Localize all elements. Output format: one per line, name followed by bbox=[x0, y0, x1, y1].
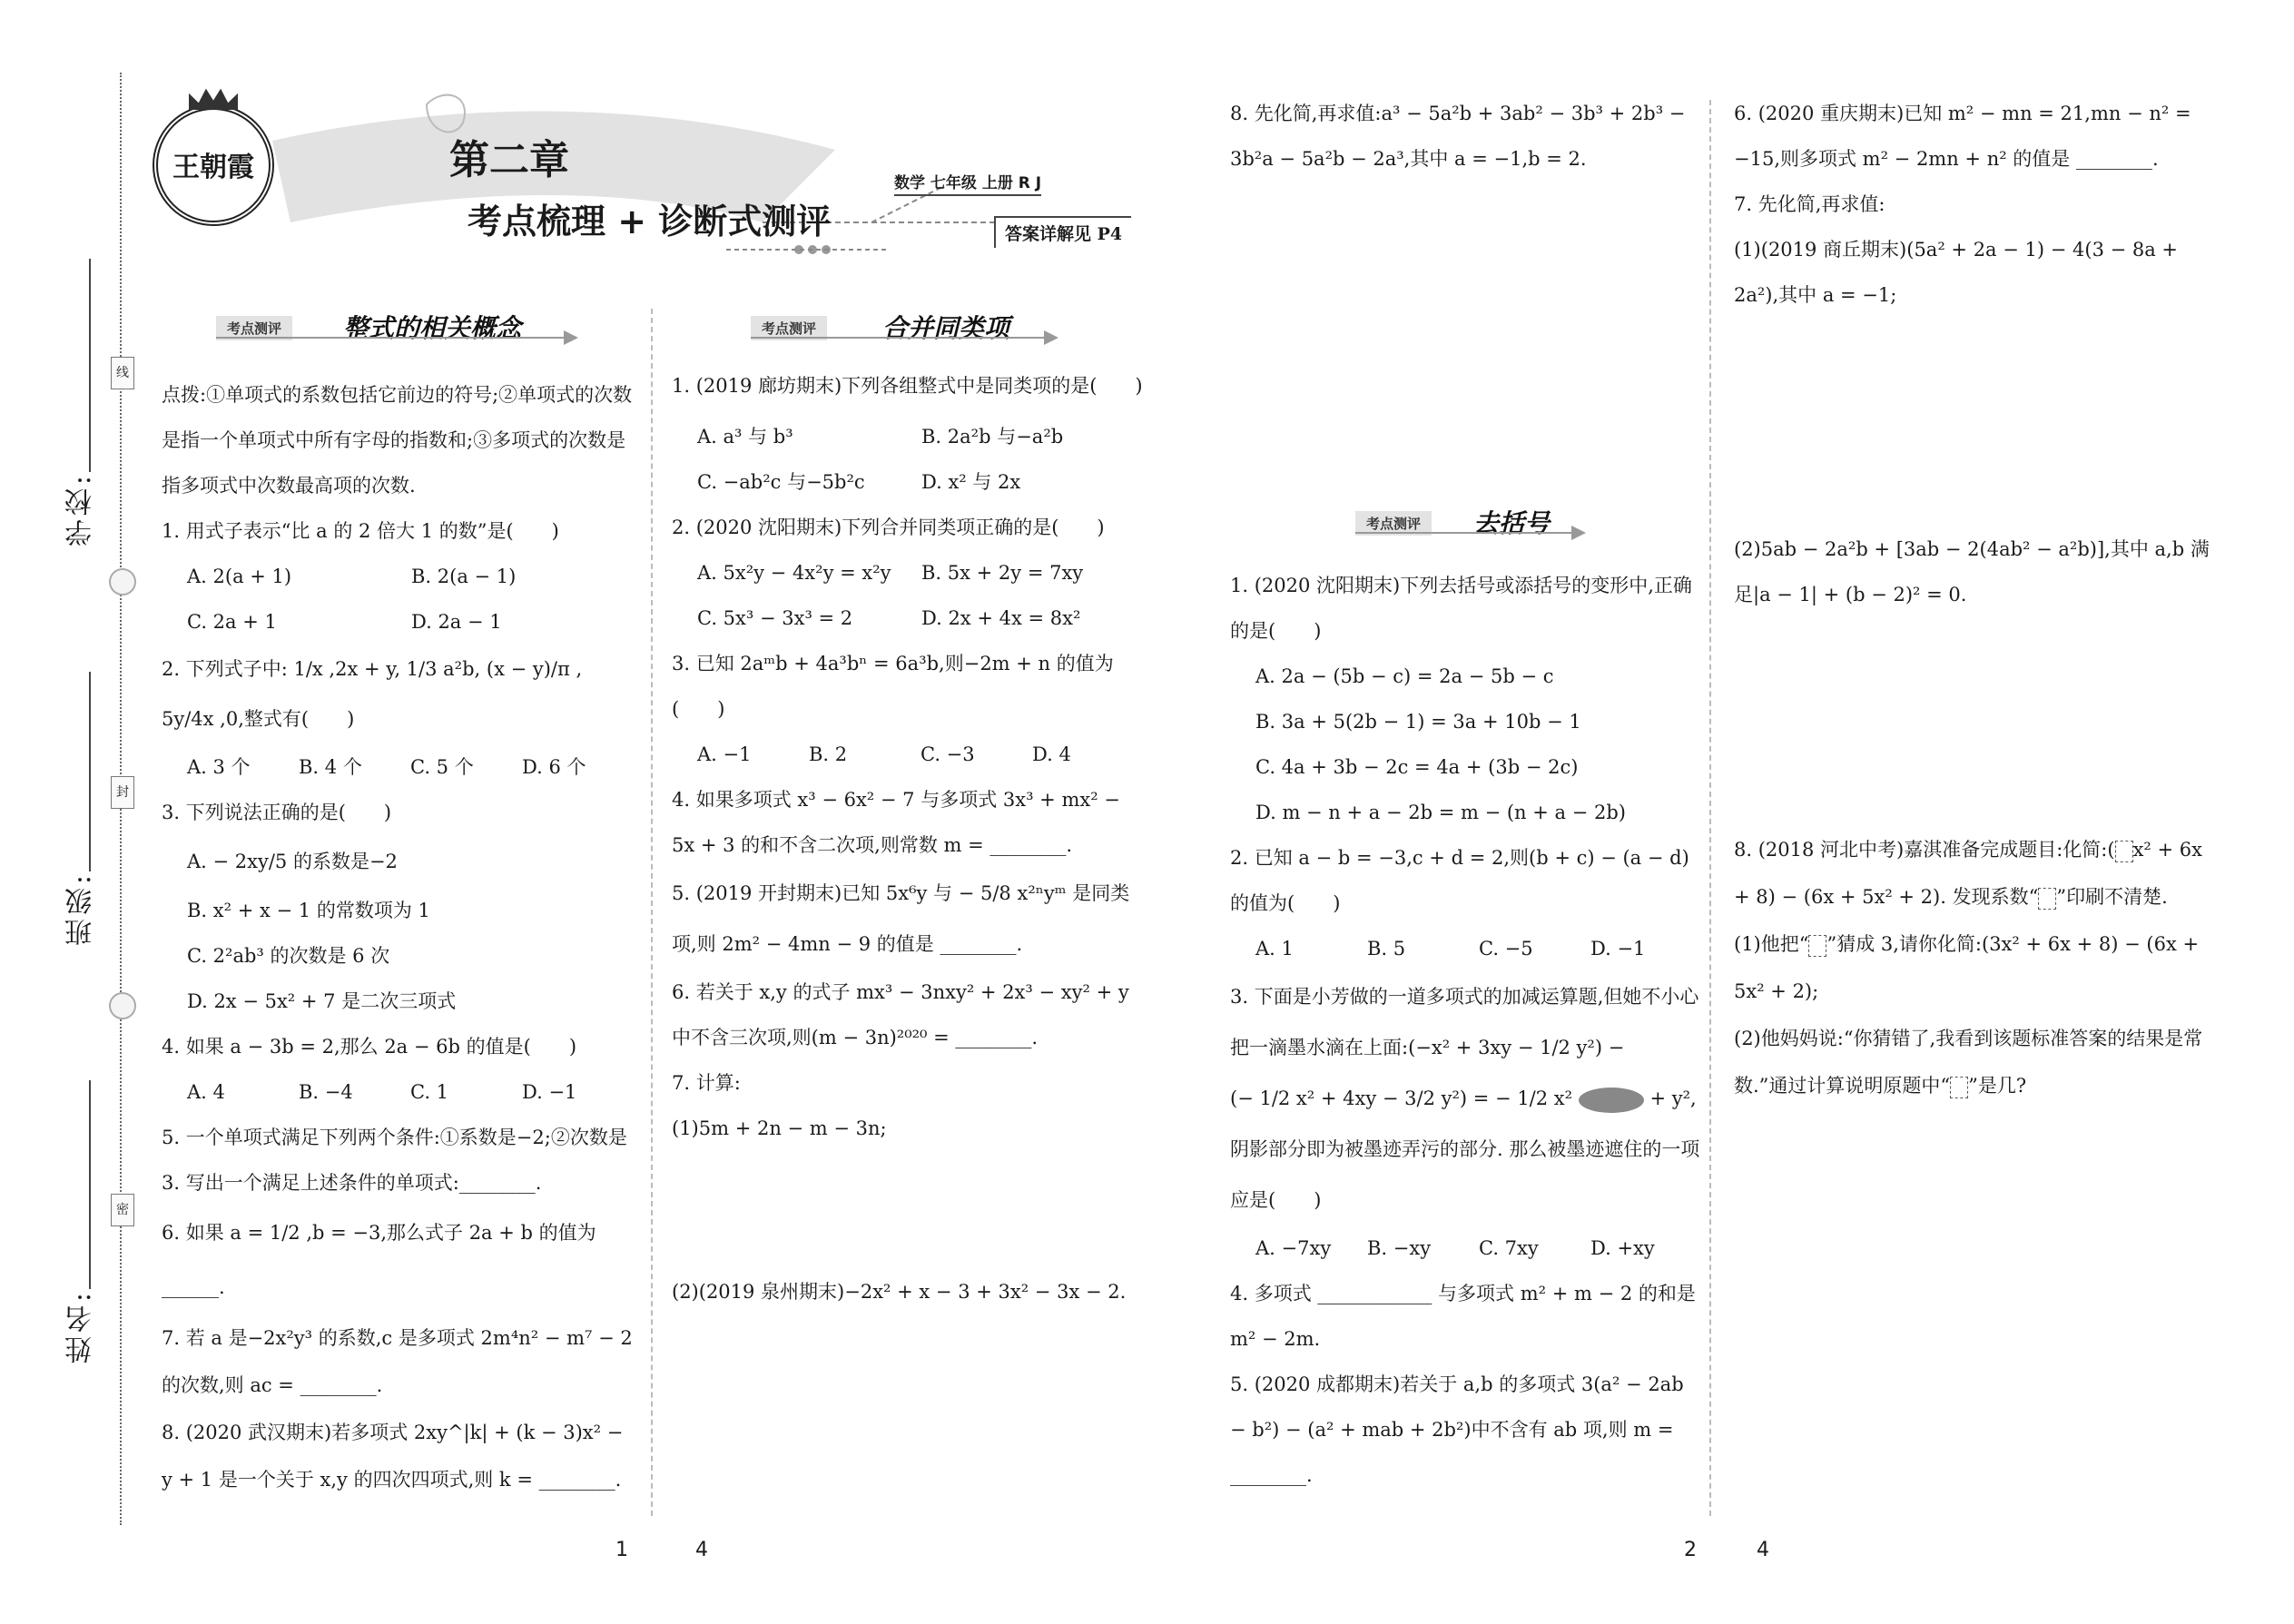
page-number-left-2: 4 bbox=[695, 1539, 708, 1561]
option-d[interactable]: D. 6 个 bbox=[522, 756, 586, 778]
options bbox=[162, 744, 635, 790]
section-arrow-icon bbox=[1355, 532, 1582, 534]
option-b[interactable]: B. x² + x − 1 的常数项为 1 bbox=[187, 900, 430, 921]
name-label: 姓名: bbox=[65, 1289, 97, 1364]
question-3: 3. 下列说法正确的是( ) bbox=[162, 802, 392, 823]
part-2-text-2: ”是几? bbox=[1968, 1075, 2027, 1097]
option-a[interactable]: A. −7xy bbox=[1255, 1237, 1332, 1259]
question-3-equation bbox=[1230, 1073, 1702, 1225]
option-c[interactable]: C. 2a + 1 bbox=[187, 611, 277, 633]
question-8-text-3: ”印刷不清楚. bbox=[2056, 886, 2168, 908]
part-1-text-2: ”猜成 3,请你化简:(3x² + 6x + 8) − (6x + 5x² + 2); bbox=[1734, 933, 2200, 1002]
unclear-coefficient-box bbox=[2115, 841, 2133, 862]
option-b[interactable]: B. 5 bbox=[1367, 938, 1406, 960]
option-b[interactable]: B. 3a + 5(2b − 1) = 3a + 10b − 1 bbox=[1255, 711, 1581, 733]
question-6: 6. 若关于 x,y 的式子 mx³ − 3nxy² + 2x³ − xy² + y 中不含三次项,则(m − 3n)²⁰²⁰ = ________. bbox=[672, 981, 1129, 1048]
options bbox=[672, 550, 1148, 595]
option-c[interactable]: C. −3 bbox=[921, 743, 975, 765]
option-c[interactable]: C. 2²ab³ 的次数是 6 次 bbox=[187, 945, 390, 967]
options bbox=[162, 554, 635, 599]
option-c[interactable]: C. 7xy bbox=[1479, 1237, 1539, 1259]
column-divider-1 bbox=[651, 309, 653, 1516]
options bbox=[162, 1069, 635, 1115]
option-d[interactable]: D. −1 bbox=[1590, 938, 1646, 960]
question-2: 2. 下列式子中: 1/x ,2x + y, 1/3 a²b, (x − y)/π , 5y/4x ,0,整式有( ) bbox=[162, 658, 583, 730]
option-a[interactable]: A. a³ 与 b³ bbox=[697, 426, 793, 448]
option-a[interactable]: A. 2(a + 1) bbox=[187, 566, 292, 587]
option-b[interactable]: B. −4 bbox=[299, 1081, 353, 1103]
part-2-text: (2)他妈妈说:“你猜错了,我看到该题标准答案的结果是常数.”通过计算说明原题中“ bbox=[1734, 1028, 2203, 1097]
unclear-coefficient-box bbox=[1950, 1077, 1968, 1098]
section-tag: 考点测评 bbox=[751, 316, 827, 340]
question-7: 7. 若 a 是−2x²y³ 的系数,c 是多项式 2m⁴n² − m⁷ − 2 的次数,则 ac = ________. bbox=[162, 1327, 633, 1396]
section-header-like-terms bbox=[751, 309, 1059, 349]
options bbox=[162, 599, 635, 645]
question-7: 7. 先化简,再求值: bbox=[1734, 193, 1885, 215]
section-title: 整式的相关概念 bbox=[343, 313, 522, 343]
option-a[interactable]: A. −1 bbox=[697, 743, 752, 765]
section-tag: 考点测评 bbox=[216, 316, 292, 340]
option-d[interactable]: D. x² 与 2x bbox=[921, 471, 1021, 493]
option-c[interactable]: C. 5x³ − 3x³ = 2 bbox=[697, 607, 853, 629]
option-d[interactable]: D. 2x + 4x = 8x² bbox=[921, 607, 1081, 629]
option-b[interactable]: B. 2a²b 与−a²b bbox=[921, 426, 1064, 448]
question-8: 8. 先化简,再求值:a³ − 5a²b + 3ab² − 3b³ + 2b³ − 3b²a − 5a²b − 2a³,其中 a = −1,b = 2. bbox=[1230, 103, 1686, 170]
question-8-part-2 bbox=[1734, 1015, 2224, 1109]
section-header-brackets bbox=[1355, 504, 1587, 544]
option-a[interactable]: A. − 2xy/5 的系数是−2 bbox=[187, 851, 398, 872]
option-a[interactable]: A. 4 bbox=[187, 1081, 225, 1103]
question-6: 6. (2020 重庆期末)已知 m² − mn = 21,mn − n² = −15,则多项式 m² − 2mn + n² 的值是 ________. bbox=[1734, 103, 2191, 170]
option-b[interactable]: B. 5x + 2y = 7xy bbox=[921, 562, 1084, 584]
question-5: 5. (2020 成都期末)若关于 a,b 的多项式 3(a² − 2ab − b²) − (a² + mab + 2b²)中不含有 ab 项,则 m = ________. bbox=[1230, 1373, 1684, 1486]
school-label: 学校: bbox=[65, 472, 97, 547]
column-4 bbox=[1734, 91, 2224, 1109]
binding-hole-2 bbox=[109, 992, 136, 1019]
tip: 点拨:①单项式的系数包括它前边的符号;②单项式的次数是指一个单项式中所有字母的指数和;③多项式的次数是指多项式中次数最高项的次数. bbox=[162, 384, 633, 497]
option-a[interactable]: A. 3 个 bbox=[187, 756, 251, 778]
question-5: 5. (2019 开封期末)已知 5x⁶y 与 − 5/8 x²ⁿyᵐ 是同类项,则 2m² − 4mn − 9 的值是 ________. bbox=[672, 882, 1130, 955]
question-4: 4. 如果多项式 x³ − 6x² − 7 与多项式 3x³ + mx² − 5x + 3 的和不含二次项,则常数 m = ________. bbox=[672, 789, 1120, 856]
page-number-right-2: 4 bbox=[1757, 1539, 1769, 1561]
name-line bbox=[89, 1080, 91, 1289]
option-b[interactable]: B. 4 个 bbox=[299, 756, 362, 778]
section-arrow-icon bbox=[216, 337, 575, 339]
option-a[interactable]: A. 2a − (5b − c) = 2a − 5b − c bbox=[1255, 665, 1554, 687]
column-divider-2 bbox=[1709, 100, 1711, 1516]
option-d[interactable]: D. −1 bbox=[522, 1081, 577, 1103]
page-number-left: 1 bbox=[615, 1539, 628, 1561]
unclear-coefficient-box bbox=[2038, 888, 2056, 910]
logo-text: 王朝霞 bbox=[172, 152, 254, 183]
school-line bbox=[89, 259, 91, 472]
question-3: 3. 下面是小芳做的一道多项式的加减运算题,但她不小心把一滴墨水滴在上面:(−x² + 3xy − 1/2 y²) − bbox=[1230, 986, 1699, 1058]
question-5: 5. 一个单项式满足下列两个条件:①系数是−2;②次数是 3. 写出一个满足上述条件的单项式:________. bbox=[162, 1127, 627, 1194]
column-2 bbox=[672, 363, 1148, 1314]
question-8 bbox=[1734, 826, 2224, 920]
question-7-part-2: (2)5ab − 2a²b + [3ab − 2(4ab² − a²b)],其中 a,b 满足|a − 1| + (b − 2)² = 0. bbox=[1734, 538, 2210, 605]
binding-hole-1 bbox=[109, 568, 136, 595]
unclear-coefficient-box bbox=[1808, 935, 1826, 957]
option-c[interactable]: C. −ab²c 与−5b²c bbox=[697, 471, 865, 493]
question-1: 1. (2020 沈阳期末)下列去括号或添括号的变形中,正确的是( ) bbox=[1230, 575, 1692, 642]
section-arrow-icon bbox=[751, 337, 1055, 339]
seal-feng: 封 bbox=[111, 776, 134, 809]
seal-mi: 密 bbox=[111, 1194, 134, 1226]
chapter-title: 第二章 bbox=[449, 137, 569, 183]
question-2: 2. 已知 a − b = −3,c + d = 2,则(b + c) − (a − d)的值为( ) bbox=[1230, 847, 1689, 914]
question-4: 4. 如果 a − 3b = 2,那么 2a − 6b 的值是( ) bbox=[162, 1036, 577, 1058]
option-b[interactable]: B. 2 bbox=[809, 743, 848, 765]
option-d[interactable]: D. 4 bbox=[1032, 743, 1071, 765]
option-d[interactable]: D. m − n + a − 2b = m − (n + a − 2b) bbox=[1255, 802, 1626, 823]
option-d[interactable]: D. 2x − 5x² + 7 是二次三项式 bbox=[187, 990, 457, 1012]
section-header-concepts bbox=[216, 309, 579, 349]
option-d[interactable]: D. +xy bbox=[1590, 1237, 1655, 1259]
question-7-part-1: (1)5m + 2n − m − 3n; bbox=[672, 1117, 887, 1139]
chapter-subtitle: 考点梳理 + 诊断式测评 bbox=[468, 202, 832, 241]
option-b[interactable]: B. 2(a − 1) bbox=[411, 566, 517, 587]
question-1: 1. 用式子表示“比 a 的 2 倍大 1 的数”是( ) bbox=[162, 520, 559, 542]
question-1: 1. (2019 廊坊期末)下列各组整式中是同类项的是( ) bbox=[672, 375, 1143, 397]
answer-note: 答案详解见 P4 bbox=[994, 216, 1131, 248]
class-line bbox=[89, 672, 91, 871]
section-tag: 考点测评 bbox=[1355, 511, 1432, 536]
question-8-part-1 bbox=[1734, 920, 2224, 1015]
question-7: 7. 计算: bbox=[672, 1072, 741, 1094]
logo-crown-icon bbox=[189, 86, 238, 110]
question-4: 4. 多项式 ____________ 与多项式 m² + m − 2 的和是 m² − 2m. bbox=[1230, 1283, 1696, 1350]
header bbox=[136, 86, 1162, 277]
question-7-part-1: (1)(2019 商丘期末)(5a² + 2a − 1) − 4(3 − 8a + 2a²),其中 a = −1; bbox=[1734, 239, 2179, 306]
logo-seal bbox=[153, 104, 274, 226]
option-d[interactable]: D. 2a − 1 bbox=[411, 611, 502, 633]
option-a[interactable]: A. 1 bbox=[1255, 938, 1294, 960]
section-title: 合并同类项 bbox=[882, 313, 1010, 343]
seal-xian: 线 bbox=[111, 357, 134, 389]
question-3: 3. 已知 2aᵐb + 4a³bⁿ = 6a³b,则−2m + n 的值为( ) bbox=[672, 653, 1114, 720]
question-8-text: 8. (2018 河北中考)嘉淇准备完成题目:化简:( bbox=[1734, 839, 2115, 861]
options bbox=[672, 459, 1148, 505]
book-info: 数学 七年级 上册 R J bbox=[894, 170, 1041, 196]
option-b[interactable]: B. −xy bbox=[1367, 1237, 1432, 1259]
ink-blot-icon bbox=[1579, 1088, 1644, 1113]
option-a[interactable]: A. 5x²y − 4x²y = x²y bbox=[697, 562, 891, 584]
question-7-part-2: (2)(2019 泉州期末)−2x² + x − 3 + 3x² − 3x − 2. bbox=[672, 1281, 1127, 1303]
question-6: 6. 如果 a = 1/2 ,b = −3,那么式子 2a + b 的值为 ______. bbox=[162, 1222, 596, 1298]
option-c[interactable]: C. 4a + 3b − 2c = 4a + (3b − 2c) bbox=[1255, 756, 1579, 778]
column-3 bbox=[1230, 91, 1702, 182]
column-3-lower bbox=[1230, 563, 1702, 1498]
column-1 bbox=[162, 372, 635, 1503]
options bbox=[672, 595, 1148, 641]
option-c[interactable]: C. 5 个 bbox=[410, 756, 474, 778]
section-title: 去括号 bbox=[1473, 508, 1551, 538]
options bbox=[672, 414, 1148, 459]
options bbox=[672, 732, 1148, 777]
part-1-text: (1)他把“ bbox=[1734, 933, 1809, 955]
question-8: 8. (2020 武汉期末)若多项式 2xy^|k| + (k − 3)x² − y + 1 是一个关于 x,y 的四次四项式,则 k = ________. bbox=[162, 1422, 624, 1491]
options bbox=[1230, 1225, 1702, 1271]
question-8-text-2: x² + 6x + 8) − (6x + 5x² + 2). 发现系数“ bbox=[1734, 839, 2202, 908]
equation-rest: + y²,阴影部分即为被墨迹弄污的部分. 那么被墨迹遮住的一项应是( ) bbox=[1230, 1088, 1700, 1211]
class-label: 班级: bbox=[65, 871, 97, 947]
options bbox=[1230, 926, 1702, 971]
question-2: 2. (2020 沈阳期末)下列合并同类项正确的是( ) bbox=[672, 517, 1105, 538]
page-number-right: 2 bbox=[1684, 1539, 1697, 1561]
option-c[interactable]: C. −5 bbox=[1479, 938, 1533, 960]
equation-text: (− 1/2 x² + 4xy − 3/2 y²) = − 1/2 x² bbox=[1230, 1088, 1573, 1109]
option-c[interactable]: C. 1 bbox=[410, 1081, 449, 1103]
